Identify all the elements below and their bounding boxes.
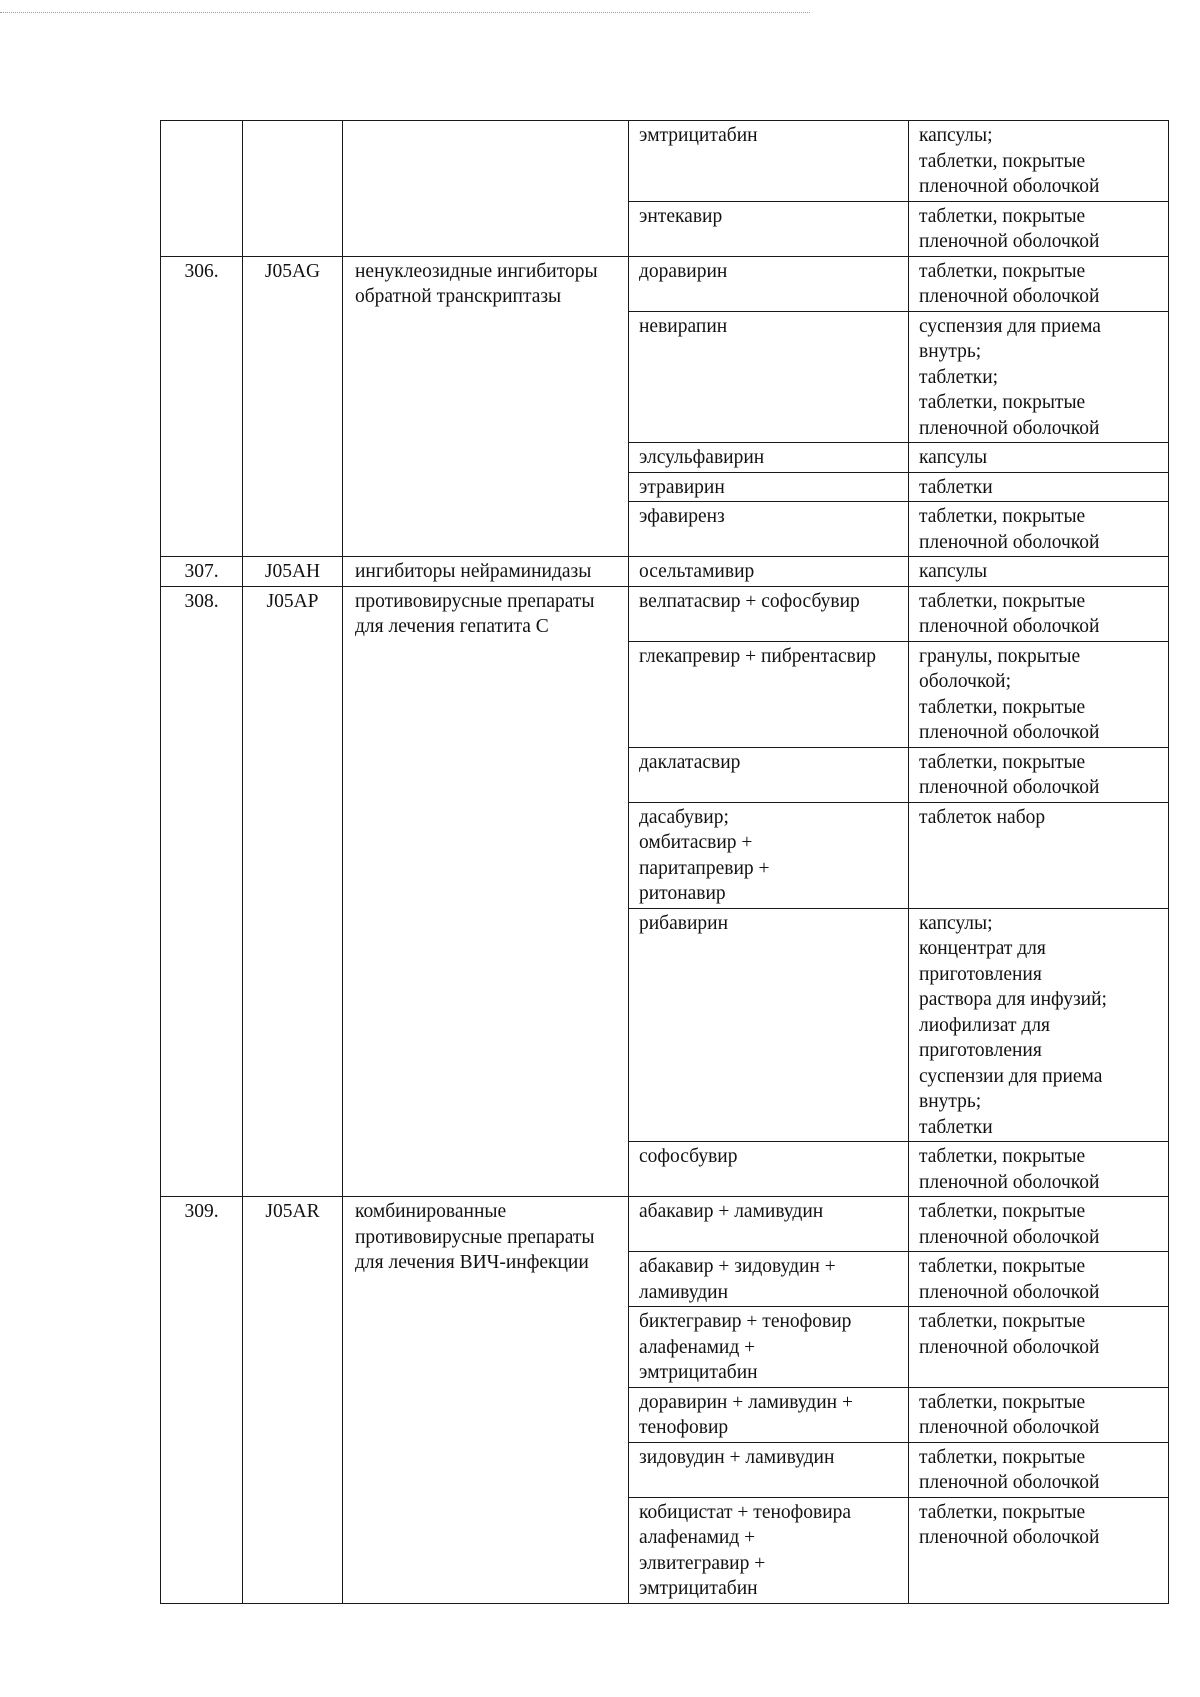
dosage-form: таблетки: [909, 472, 1169, 502]
dosage-form: таблетки, покрытые пленочной оболочкой: [909, 201, 1169, 256]
atc-code: J05AP: [243, 586, 343, 1197]
dosage-form: капсулы; концентрат для приготовления раствора для инфузий; лиофилизат для приготовления суспензии для приема внутрь; таблетки: [909, 908, 1169, 1142]
pharmacological-group: ненуклеозидные ингибиторы обратной транскриптазы: [343, 256, 629, 557]
drug-name: велпатасвир + софосбувир: [629, 586, 909, 641]
dosage-form: таблетки, покрытые пленочной оболочкой: [909, 747, 1169, 802]
atc-code: J05AR: [243, 1197, 343, 1604]
row-number: 307.: [161, 557, 243, 587]
dosage-form: капсулы: [909, 557, 1169, 587]
drug-name: абакавир + зидовудин + ламивудин: [629, 1252, 909, 1307]
dosage-form: капсулы: [909, 443, 1169, 473]
row-number: 309.: [161, 1197, 243, 1604]
drug-name: софосбувир: [629, 1142, 909, 1197]
row-number: 308.: [161, 586, 243, 1197]
drug-name: этравирин: [629, 472, 909, 502]
pharmacological-group: [343, 121, 629, 257]
atc-code: J05AH: [243, 557, 343, 587]
pharmacological-group: ингибиторы нейраминидазы: [343, 557, 629, 587]
drug-name: эфавиренз: [629, 502, 909, 557]
dosage-form: таблетки, покрытые пленочной оболочкой: [909, 502, 1169, 557]
dosage-form: таблетки, покрытые пленочной оболочкой: [909, 1442, 1169, 1497]
dosage-form: суспензия для приема внутрь; таблетки; таблетки, покрытые пленочной оболочкой: [909, 311, 1169, 443]
table-row: [161, 586, 1169, 641]
table-body: [161, 121, 1169, 1604]
dosage-form: таблетки, покрытые пленочной оболочкой: [909, 1497, 1169, 1603]
dosage-form: таблетки, покрытые пленочной оболочкой: [909, 1252, 1169, 1307]
dosage-form: таблетки, покрытые пленочной оболочкой: [909, 1387, 1169, 1442]
drug-name: биктегравир + тенофовир алафенамид + эмтрицитабин: [629, 1307, 909, 1388]
dosage-form: таблетки, покрытые пленочной оболочкой: [909, 586, 1169, 641]
dosage-form: капсулы; таблетки, покрытые пленочной оболочкой: [909, 121, 1169, 202]
row-number: 306.: [161, 256, 243, 557]
drug-name: кобицистат + тенофовира алафенамид + элвитегравир + эмтрицитабин: [629, 1497, 909, 1603]
drug-name: энтекавир: [629, 201, 909, 256]
dosage-form: таблетки, покрытые пленочной оболочкой: [909, 1197, 1169, 1252]
drug-name: рибавирин: [629, 908, 909, 1142]
pharmacological-group: комбинированные противовирусные препараты для лечения ВИЧ-инфекции: [343, 1197, 629, 1604]
table-row: [161, 121, 1169, 202]
drug-list-table: [160, 120, 1169, 1604]
atc-code: [243, 121, 343, 257]
drug-name: абакавир + ламивудин: [629, 1197, 909, 1252]
dosage-form: гранулы, покрытые оболочкой; таблетки, покрытые пленочной оболочкой: [909, 641, 1169, 747]
row-number: [161, 121, 243, 257]
drug-name: невирапин: [629, 311, 909, 443]
table-row: [161, 1197, 1169, 1252]
drug-name: доравирин: [629, 256, 909, 311]
drug-name: дасабувир; омбитасвир + паритапревир + ритонавир: [629, 802, 909, 908]
table-row: [161, 557, 1169, 587]
drug-name: элсульфавирин: [629, 443, 909, 473]
scan-artifact-line: [0, 12, 810, 13]
pharmacological-group: противовирусные препараты для лечения гепатита С: [343, 586, 629, 1197]
dosage-form: таблетки, покрытые пленочной оболочкой: [909, 1142, 1169, 1197]
drug-name: зидовудин + ламивудин: [629, 1442, 909, 1497]
drug-name: осельтамивир: [629, 557, 909, 587]
dosage-form: таблеток набор: [909, 802, 1169, 908]
dosage-form: таблетки, покрытые пленочной оболочкой: [909, 256, 1169, 311]
table-row: [161, 256, 1169, 311]
drug-name: даклатасвир: [629, 747, 909, 802]
drug-name: эмтрицитабин: [629, 121, 909, 202]
atc-code: J05AG: [243, 256, 343, 557]
drug-name: глекапревир + пибрентасвир: [629, 641, 909, 747]
dosage-form: таблетки, покрытые пленочной оболочкой: [909, 1307, 1169, 1388]
drug-name: доравирин + ламивудин + тенофовир: [629, 1387, 909, 1442]
